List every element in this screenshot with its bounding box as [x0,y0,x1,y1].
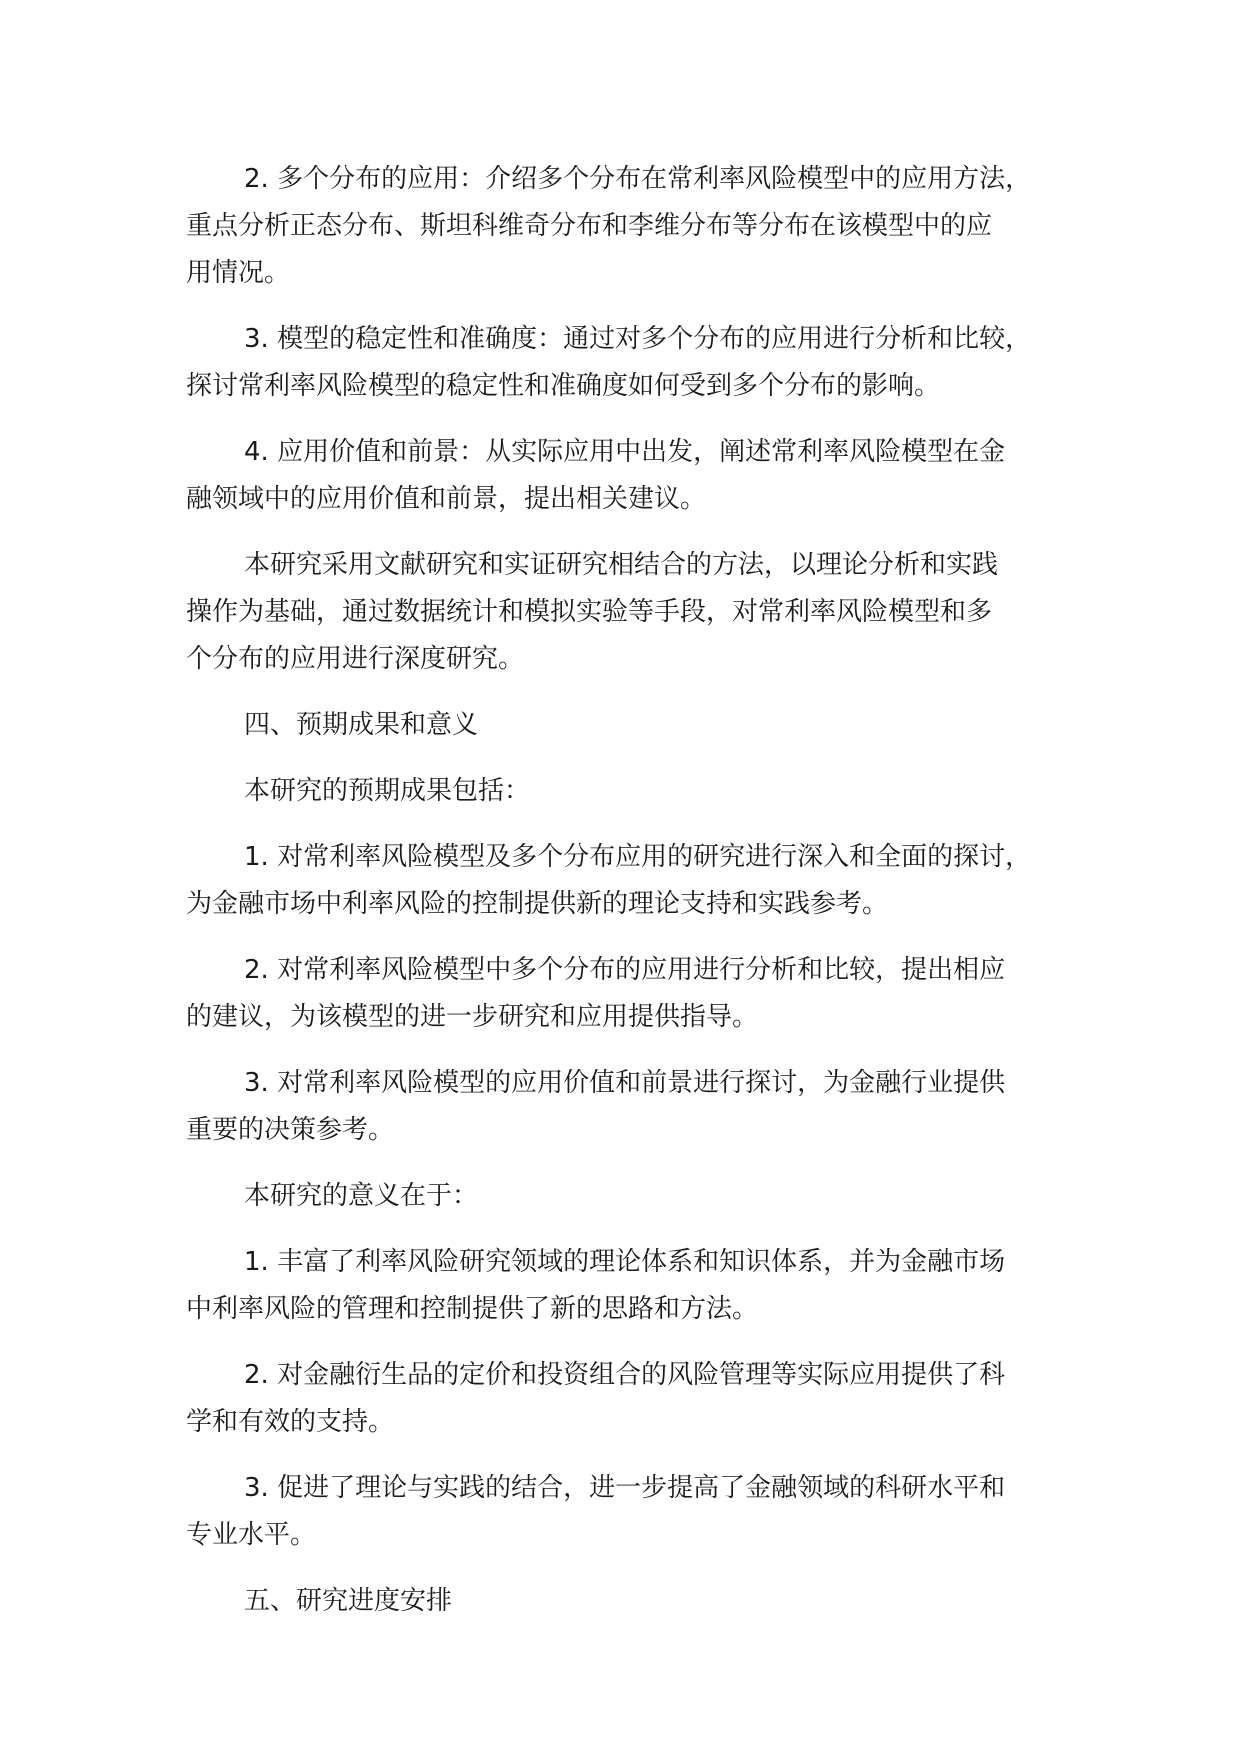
text-line: 3. 促进了理论与实践的结合，进一步提高了金融领域的科研水平和 [244,1473,1006,1503]
text-line: 中利率风险的管理和控制提供了新的思路和方法。 [186,1294,759,1324]
paragraph [186,316,1090,410]
paragraph [186,156,1090,297]
text-line: 2. 对常利率风险模型中多个分布的应用进行分析和比较，提出相应 [244,955,1006,985]
text-line: 融领域中的应用价值和前景，提出相关建议。 [186,484,707,514]
text-line: 用情况。 [186,258,291,288]
paragraph [186,1352,1090,1446]
section-heading-text: 五、研究进度安排 [244,1586,453,1616]
document-body [186,156,1090,1644]
text-line: 专业水平。 [186,1520,317,1550]
text-line: 3. 模型的稳定性和准确度：通过对多个分布的应用进行分析和比较， [244,324,1032,354]
text-line: 本研究采用文献研究和实证研究相结合的方法，以理论分析和实践 [244,550,999,580]
text-line: 重要的决策参考。 [186,1115,395,1145]
paragraph [186,542,1090,683]
text-line: 重点分析正态分布、斯坦科维奇分布和李维分布等分布在该模型中的应 [186,211,993,241]
text-line: 操作为基础，通过数据统计和模拟实验等手段，对常利率风险模型和多 [186,597,993,627]
text-line: 的建议，为该模型的进一步研究和应用提供指导。 [186,1002,759,1032]
text-line: 3. 对常利率风险模型的应用价值和前景进行探讨，为金融行业提供 [244,1068,1006,1098]
paragraph [186,1173,1090,1220]
section-heading-text: 四、预期成果和意义 [244,710,479,740]
text-line: 为金融市场中利率风险的控制提供新的理论支持和实践参考。 [186,889,889,919]
text-line: 1. 丰富了利率风险研究领域的理论体系和知识体系，并为金融市场 [244,1247,1006,1277]
paragraph [186,947,1090,1041]
text-line: 学和有效的支持。 [186,1407,395,1437]
paragraph [186,834,1090,928]
paragraph [186,1465,1090,1559]
text-line: 1. 对常利率风险模型及多个分布应用的研究进行深入和全面的探讨， [244,842,1032,872]
section-heading [186,702,1090,749]
text-line: 本研究的预期成果包括： [244,776,531,806]
paragraph [186,768,1090,815]
paragraph [186,1239,1090,1333]
text-line: 2. 多个分布的应用：介绍多个分布在常利率风险模型中的应用方法， [244,164,1032,194]
text-line: 个分布的应用进行深度研究。 [186,644,525,674]
text-line: 4. 应用价值和前景：从实际应用中出发，阐述常利率风险模型在金 [244,437,1006,467]
text-line: 探讨常利率风险模型的稳定性和准确度如何受到多个分布的影响。 [186,371,941,401]
paragraph [186,429,1090,523]
paragraph [186,1060,1090,1154]
text-line: 2. 对金融衍生品的定价和投资组合的风险管理等实际应用提供了科 [244,1360,1006,1390]
section-heading [186,1578,1090,1625]
text-line: 本研究的意义在于： [244,1181,479,1211]
